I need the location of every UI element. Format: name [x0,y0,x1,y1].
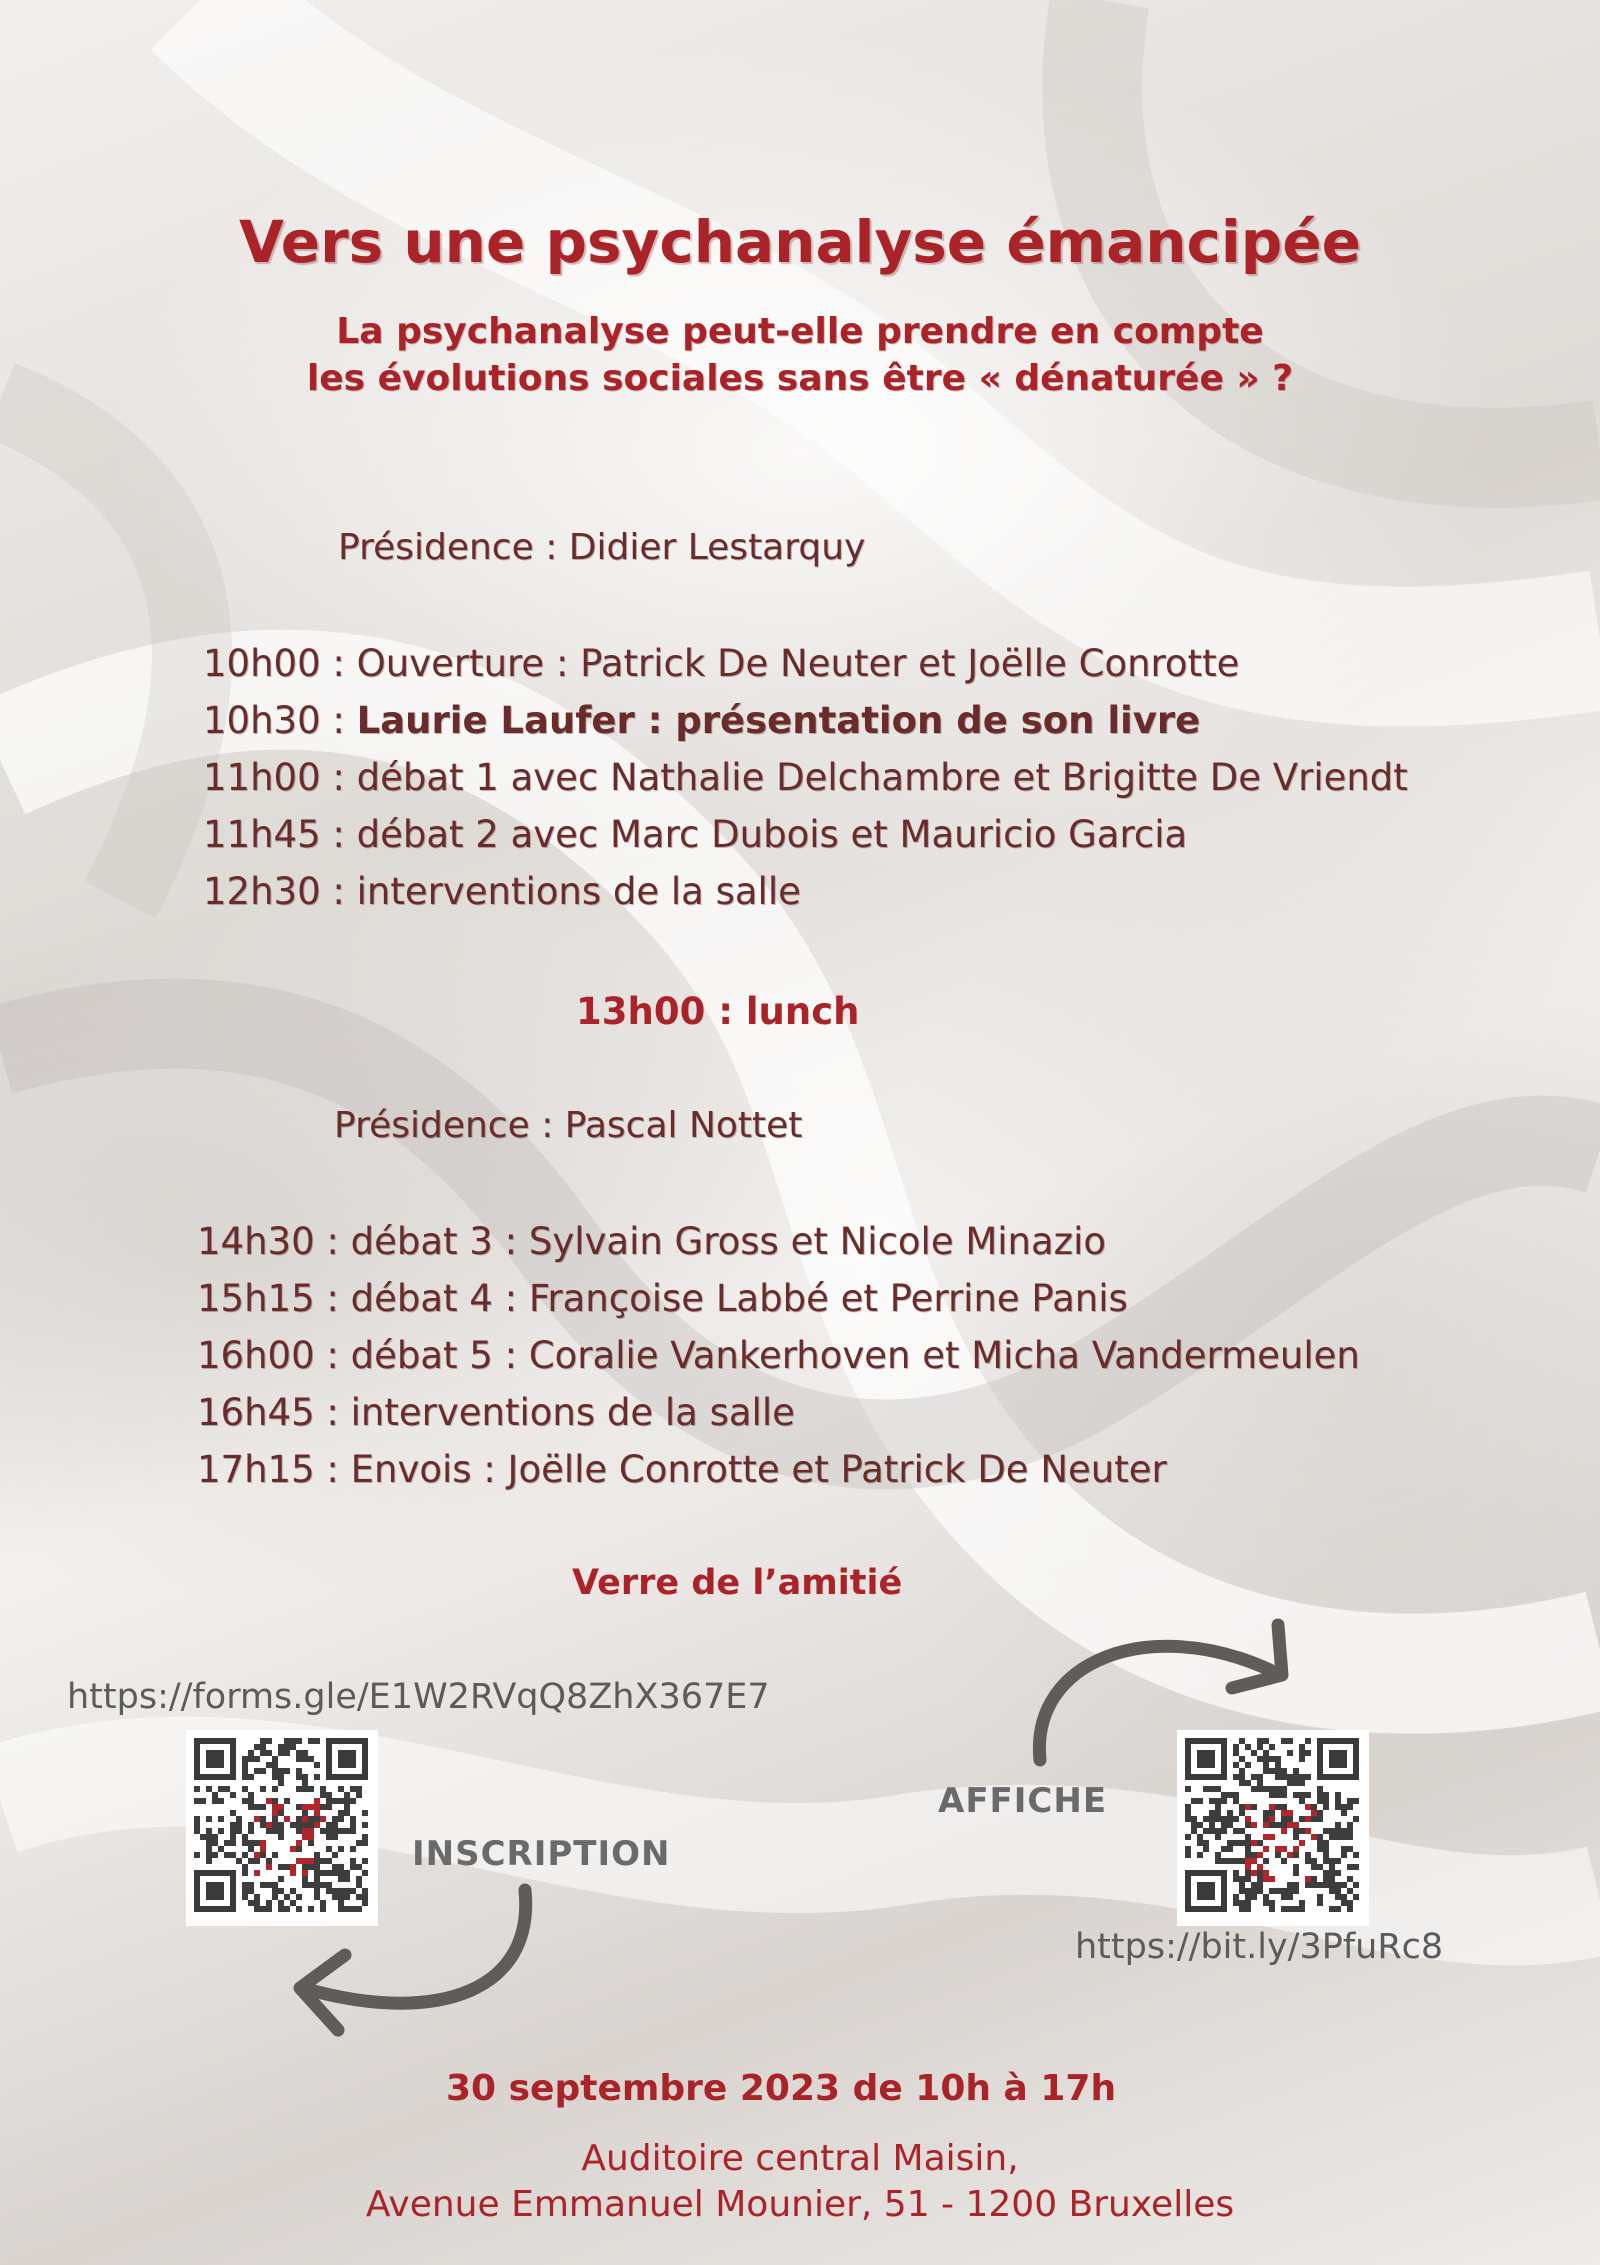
schedule-row: 10h00 : Ouverture : Patrick De Neuter et Joëlle Conrotte [203,642,1240,685]
subtitle-line-2: les évolutions sociales sans être « dénaturée » ? [306,358,1294,399]
schedule-row: 10h30 : Laurie Laufer : présentation de son livre [203,699,1201,742]
schedule-row: 15h15 : débat 4 : Françoise Labbé et Perrine Panis [197,1277,1128,1320]
schedule-row: 12h30 : interventions de la salle [203,870,801,913]
schedule-time: 14h30 [197,1220,315,1263]
schedule-time: 10h30 [203,699,321,742]
schedule-row: 17h15 : Envois : Joëlle Conrotte et Patrick De Neuter [197,1448,1167,1491]
event-date: 30 septembre 2023 de 10h à 17h [446,2068,1117,2109]
affiche-link[interactable]: https://bit.ly/3PfuRc8 [1075,1927,1444,1967]
schedule-time: 17h15 [197,1448,315,1491]
schedule-text: débat 1 avec Nathalie Delchambre et Brigitte De Vriendt [356,756,1408,799]
affiche-label: AFFICHE [938,1781,1108,1821]
schedule-text: interventions de la salle [350,1391,795,1434]
schedule-time: 10h00 [203,642,321,685]
afternoon-presidence: Présidence : Pascal Nottet [334,1105,803,1146]
affiche-qr-code[interactable] [1177,1730,1369,1926]
schedule-text: débat 3 : Sylvain Gross et Nicole Minazio [350,1220,1107,1263]
lunch-break: 13h00 : lunch [576,990,860,1033]
schedule-text: interventions de la salle [356,870,801,913]
schedule-time: 11h45 [203,813,321,856]
schedule-row: 16h45 : interventions de la salle [197,1391,795,1434]
schedule-time: 11h00 [203,756,321,799]
schedule-row: 11h45 : débat 2 avec Marc Dubois et Mauricio Garcia [203,813,1188,856]
schedule-time: 12h30 [203,870,321,913]
schedule-text: débat 4 : Françoise Labbé et Perrine Panis [350,1277,1128,1320]
subtitle-line-1: La psychanalyse peut-elle prendre en compte [336,311,1264,352]
schedule-text: Ouverture : Patrick De Neuter et Joëlle Conrotte [356,642,1240,685]
poster-title: Vers une psychanalyse émancipée [239,208,1361,276]
schedule-row: 16h00 : débat 5 : Coralie Vankerhoven et Micha Vandermeulen [197,1334,1360,1377]
qr-code-image [1185,1738,1361,1914]
schedule-time: 15h15 [197,1277,315,1320]
schedule-row: 14h30 : débat 3 : Sylvain Gross et Nicole Minazio [197,1220,1107,1263]
schedule-time: 16h45 [197,1391,315,1434]
venue-line-2: Avenue Emmanuel Mounier, 51 - 1200 Bruxelles [365,2184,1235,2225]
schedule-text: Envois : Joëlle Conrotte et Patrick De Neuter [350,1448,1167,1491]
schedule-text: débat 5 : Coralie Vankerhoven et Micha Vandermeulen [350,1334,1360,1377]
curved-arrow-left-icon [270,1870,550,2040]
schedule-time: 16h00 [197,1334,315,1377]
morning-presidence: Présidence : Didier Lestarquy [338,527,866,568]
schedule-text: Laurie Laufer : présentation de son livre [356,699,1201,742]
inscription-link[interactable]: https://forms.gle/E1W2RVqQ8ZhX367E7 [67,1677,770,1717]
closing-drink: Verre de l’amitié [572,1563,903,1603]
venue-line-1: Auditoire central Maisin, [581,2138,1019,2179]
inscription-label: INSCRIPTION [412,1834,671,1874]
schedule-text: débat 2 avec Marc Dubois et Mauricio Garcia [356,813,1188,856]
schedule-row: 11h00 : débat 1 avec Nathalie Delchambre et Brigitte De Vriendt [203,756,1408,799]
